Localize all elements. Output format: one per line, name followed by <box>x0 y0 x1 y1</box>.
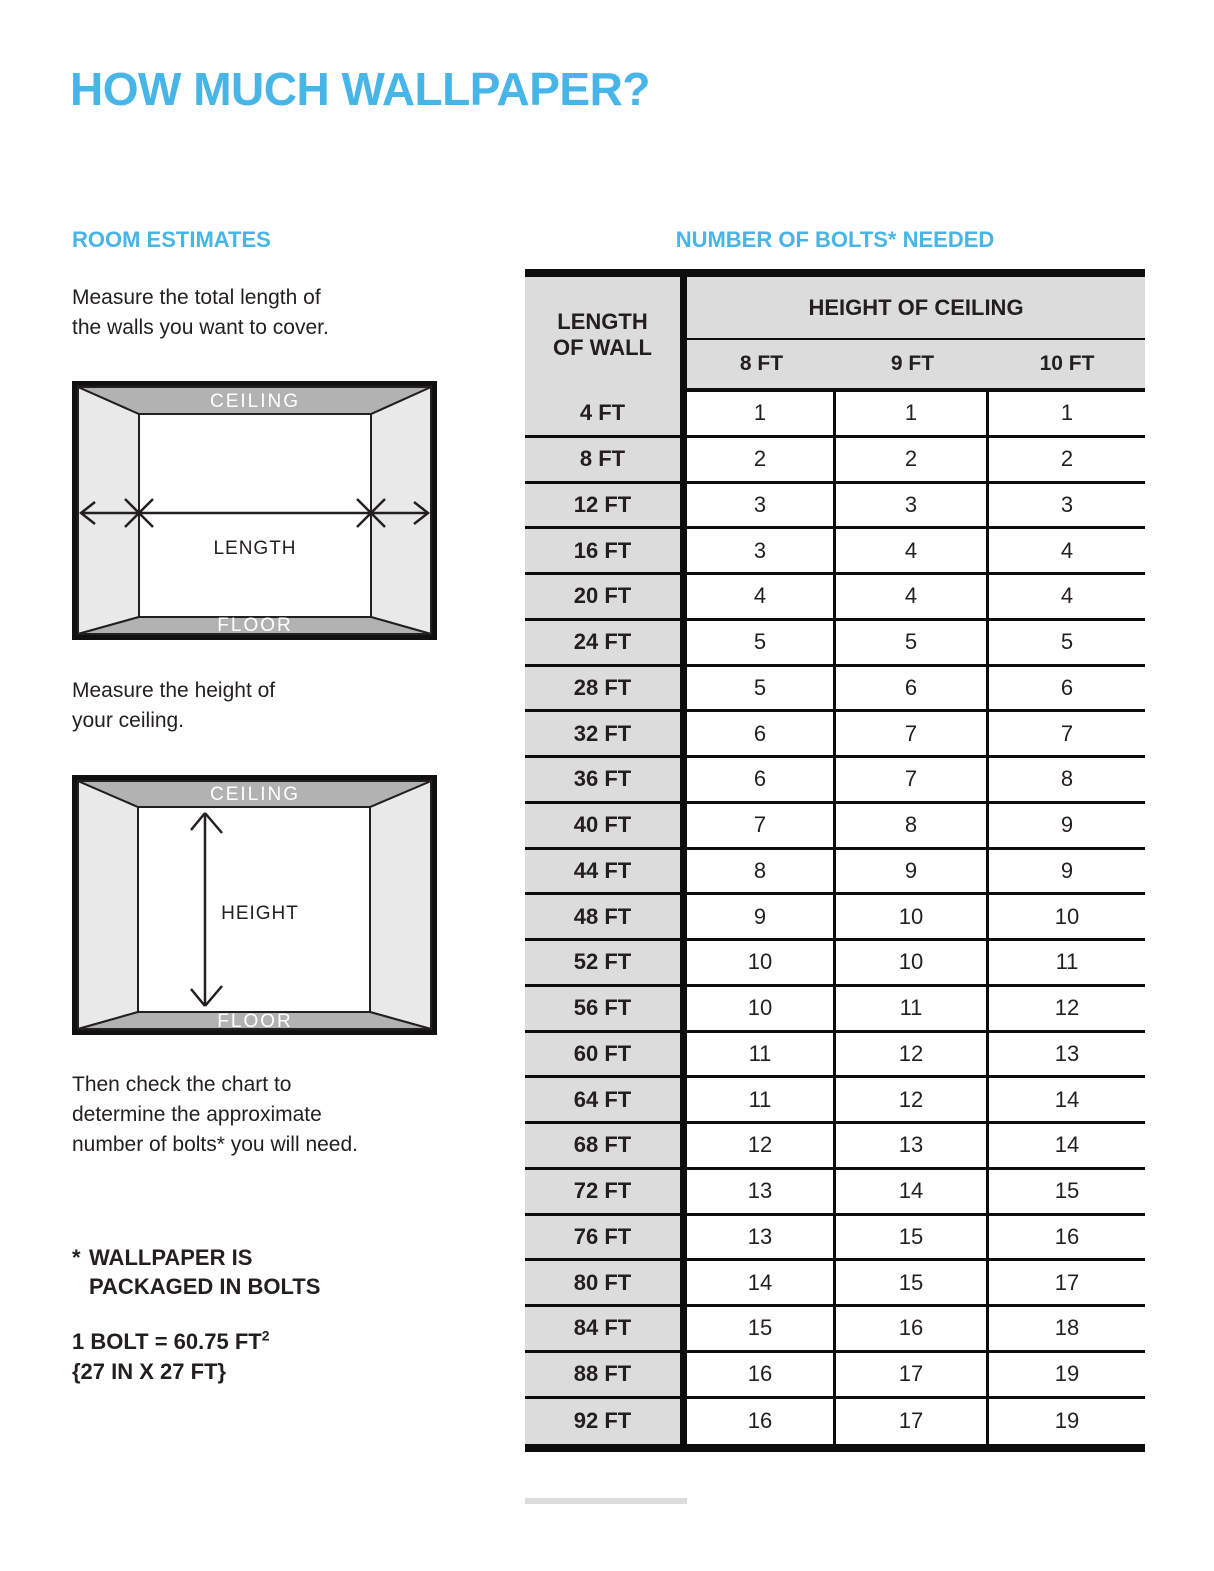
right-wall <box>370 781 431 1029</box>
left-wall <box>78 387 139 634</box>
length-of-wall-line1: LENGTH <box>557 308 648 334</box>
bolt-count-cell: 14 <box>1054 1132 1080 1158</box>
table-row <box>525 850 1145 896</box>
row-length-cell: 8 FT <box>525 438 687 481</box>
instruction-height-line1: Measure the height of <box>72 679 276 702</box>
bolt-count-cell: 19 <box>1054 1408 1080 1434</box>
bolt-count-cell: 11 <box>687 1033 836 1076</box>
left-wall <box>78 781 138 1029</box>
squared-superscript: 2 <box>261 1327 270 1344</box>
bolt-count-cell: 8 <box>687 850 836 893</box>
row-length-cell: 92 FT <box>525 1399 687 1445</box>
table-row <box>525 1261 1145 1307</box>
table-row <box>525 1170 1145 1216</box>
bolt-count-cell: 17 <box>836 1399 989 1445</box>
row-length-cell: 32 FT <box>525 712 687 755</box>
table-header <box>525 277 1145 392</box>
table-row <box>525 987 1145 1033</box>
bolt-count-cell: 13 <box>687 1216 836 1259</box>
instruction-chart-line1: Then check the chart to <box>72 1073 292 1096</box>
bolt-count-cell: 8 <box>1060 766 1074 792</box>
instruction-length-line1: Measure the total length of <box>72 286 321 309</box>
bolt-count-cell: 7 <box>836 758 989 801</box>
height-of-ceiling-header: HEIGHT OF CEILING <box>687 277 1145 340</box>
table-row <box>525 1033 1145 1079</box>
bolt-size-line1: 1 BOLT = 60.75 $FT^2$ <box>72 1327 270 1354</box>
room-diagram-height <box>72 775 437 1035</box>
bolt-count-cell: 13 <box>1054 1040 1080 1066</box>
bolt-count-cell: 12 <box>836 1033 989 1076</box>
instruction-chart-text <box>72 1070 358 1160</box>
bolt-count-cell: 4 <box>687 575 836 618</box>
bolt-count-cell: 5 <box>836 621 989 664</box>
bolt-count-cell: 6 <box>1060 674 1074 700</box>
table-row <box>525 438 1145 484</box>
table-row <box>525 529 1145 575</box>
table-bottom-gray-tab <box>525 1498 687 1504</box>
table-row <box>525 392 1145 438</box>
bolt-count-cell: 6 <box>687 712 836 755</box>
table-row <box>525 1399 1145 1445</box>
row-length-cell: 44 FT <box>525 850 687 893</box>
footnote-line1: WALLPAPER IS <box>89 1245 253 1270</box>
table-row <box>525 895 1145 941</box>
length-of-wall-line2: OF WALL <box>553 334 652 360</box>
row-length-cell: 24 FT <box>525 621 687 664</box>
bolt-count-cell: 14 <box>687 1261 836 1304</box>
bolt-count-cell: 17 <box>1054 1269 1080 1295</box>
bolt-count-cell: 16 <box>836 1307 989 1350</box>
bolt-count-cell: 3 <box>687 529 836 572</box>
height-measure-label: HEIGHT <box>221 903 299 924</box>
instruction-height-text <box>72 676 275 736</box>
bolt-count-cell: 2 <box>1060 446 1074 472</box>
row-length-cell: 76 FT <box>525 1216 687 1259</box>
bolt-count-cell: 16 <box>687 1353 836 1396</box>
bolt-count-cell: 7 <box>687 804 836 847</box>
ceiling-label: CEILING <box>209 784 301 805</box>
bolt-count-cell: 12 <box>687 1124 836 1167</box>
bolt-count-cell: 1 <box>687 392 836 435</box>
row-length-cell: 52 FT <box>525 941 687 984</box>
bolt-count-cell: 14 <box>1054 1086 1080 1112</box>
row-length-cell: 80 FT <box>525 1261 687 1304</box>
table-row <box>525 758 1145 804</box>
table-row <box>525 575 1145 621</box>
right-wall <box>371 387 431 634</box>
bolt-count-cell: 4 <box>836 529 989 572</box>
room-estimates-heading: ROOM ESTIMATES <box>72 227 271 252</box>
instruction-chart-line3: number of bolts* you will need. <box>72 1133 358 1156</box>
row-length-cell: 48 FT <box>525 895 687 938</box>
bolt-count-cell: 14 <box>836 1170 989 1213</box>
bolt-count-cell: 9 <box>1060 857 1074 883</box>
bolt-count-cell: 6 <box>836 667 989 710</box>
row-length-cell: 12 FT <box>525 484 687 527</box>
bolt-count-cell: 9 <box>1060 812 1074 838</box>
column-header-10ft: 10 FT <box>1039 352 1095 375</box>
bolt-count-cell: 11 <box>836 987 989 1030</box>
bolt-count-cell: 4 <box>836 575 989 618</box>
bolt-count-cell: 9 <box>836 850 989 893</box>
bolt-count-cell: 10 <box>1054 903 1080 929</box>
row-length-cell: 88 FT <box>525 1353 687 1396</box>
bolt-count-cell: 3 <box>836 484 989 527</box>
ceiling-label: CEILING <box>209 391 301 412</box>
bolt-count-cell: 15 <box>836 1261 989 1304</box>
bolt-count-cell: 10 <box>687 987 836 1030</box>
bolt-count-cell: 2 <box>836 438 989 481</box>
bolt-count-cell: 13 <box>836 1124 989 1167</box>
table-row <box>525 712 1145 758</box>
ceiling-header-group <box>687 277 1145 392</box>
bolt-count-cell: 5 <box>687 667 836 710</box>
row-length-cell: 56 FT <box>525 987 687 1030</box>
table-body <box>525 392 1145 1444</box>
bolt-count-cell: 3 <box>1060 491 1074 517</box>
row-length-cell: 40 FT <box>525 804 687 847</box>
instruction-chart-line2: determine the approximate <box>72 1103 322 1126</box>
row-length-cell: 36 FT <box>525 758 687 801</box>
bolt-count-cell: 4 <box>1060 583 1074 609</box>
bolts-table <box>525 269 1145 1452</box>
bolt-count-cell: 2 <box>687 438 836 481</box>
page-title: HOW MUCH WALLPAPER? <box>70 63 650 115</box>
bolt-count-cell: 16 <box>1054 1223 1080 1249</box>
bolt-count-cell: 11 <box>1055 949 1079 975</box>
column-header-8ft: 8 FT <box>739 352 784 375</box>
table-row <box>525 804 1145 850</box>
bolt-count-cell: 15 <box>687 1307 836 1350</box>
row-length-cell: 84 FT <box>525 1307 687 1350</box>
table-row <box>525 941 1145 987</box>
footnote-asterisk: * <box>72 1245 81 1270</box>
row-length-cell: 28 FT <box>525 667 687 710</box>
floor-label: FLOOR <box>217 1011 293 1032</box>
bolt-count-cell: 5 <box>687 621 836 664</box>
bolt-count-cell: 9 <box>687 895 836 938</box>
table-row <box>525 1353 1145 1399</box>
bolt-count-cell: 12 <box>836 1078 989 1121</box>
bolt-count-cell: 4 <box>1060 537 1074 563</box>
column-header-9ft: 9 FT <box>890 352 935 375</box>
instruction-length-line2: the walls you want to cover. <box>72 316 329 339</box>
table-row <box>525 1124 1145 1170</box>
table-row <box>525 1216 1145 1262</box>
bolt-count-cell: 11 <box>687 1078 836 1121</box>
floor-label: FLOOR <box>217 615 293 636</box>
row-length-cell: 72 FT <box>525 1170 687 1213</box>
row-length-cell: 4 FT <box>525 392 687 435</box>
table-row <box>525 621 1145 667</box>
room-diagram-length <box>72 381 437 640</box>
footnote-line2: PACKAGED IN BOLTS <box>89 1274 321 1299</box>
table-row <box>525 1307 1145 1353</box>
table-row <box>525 484 1145 530</box>
bolt-count-cell: 8 <box>836 804 989 847</box>
instruction-length-text <box>72 283 329 343</box>
bolt-count-cell: 5 <box>1060 629 1074 655</box>
length-of-wall-header <box>525 277 687 392</box>
length-measure-label: LENGTH <box>213 538 297 559</box>
table-row <box>525 1078 1145 1124</box>
row-length-cell: 60 FT <box>525 1033 687 1076</box>
bolt-size-info <box>72 1327 270 1387</box>
bolt-count-cell: 3 <box>687 484 836 527</box>
row-length-cell: 16 FT <box>525 529 687 572</box>
bolt-count-cell: 7 <box>836 712 989 755</box>
wallpaper-footnote <box>72 1243 320 1301</box>
table-row <box>525 667 1145 713</box>
bolt-count-cell: 10 <box>836 895 989 938</box>
bolt-count-cell: 7 <box>1060 720 1074 746</box>
row-length-cell: 68 FT <box>525 1124 687 1167</box>
bolts-needed-heading: NUMBER OF BOLTS* NEEDED <box>675 227 995 252</box>
bolt-count-cell: 16 <box>687 1399 836 1445</box>
row-length-cell: 20 FT <box>525 575 687 618</box>
bolt-count-cell: 15 <box>836 1216 989 1259</box>
bolt-count-cell: 6 <box>687 758 836 801</box>
ceiling-height-subheaders <box>687 340 1145 392</box>
bolt-count-cell: 15 <box>1054 1178 1080 1204</box>
bolt-count-cell: 13 <box>687 1170 836 1213</box>
back-wall <box>139 414 371 617</box>
bolt-count-cell: 1 <box>836 392 989 435</box>
bolt-count-cell: 19 <box>1054 1361 1080 1387</box>
bolt-count-cell: 10 <box>687 941 836 984</box>
bolt-count-cell: 17 <box>836 1353 989 1396</box>
bolt-size-line2: {27 IN X 27 FT} <box>72 1359 227 1384</box>
bolt-count-cell: 1 <box>1060 400 1074 426</box>
instruction-height-line2: your ceiling. <box>72 709 185 732</box>
row-length-cell: 64 FT <box>525 1078 687 1121</box>
bolt-count-cell: 10 <box>836 941 989 984</box>
bolt-count-cell: 12 <box>1054 995 1080 1021</box>
bolt-count-cell: 18 <box>1054 1315 1080 1341</box>
